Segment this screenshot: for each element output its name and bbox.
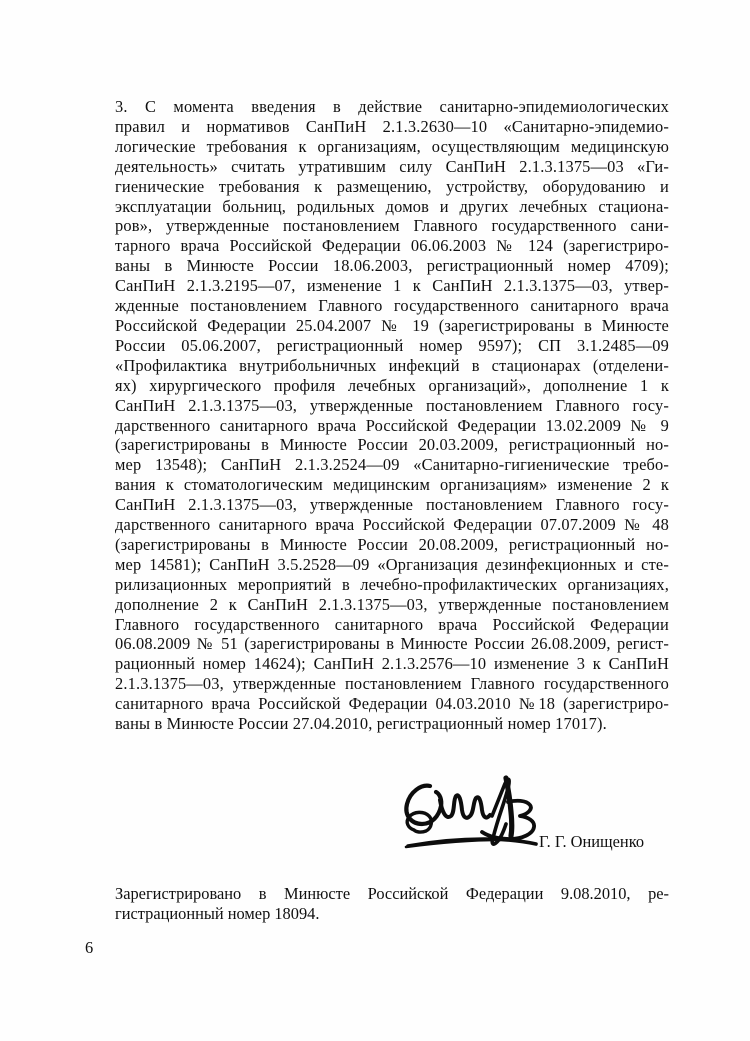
signature-block [396,772,686,868]
registration-text [85,884,669,924]
registration-paragraph [85,884,669,924]
text-line: СанПиН 2.1.3.1375—03, утвержденные постановлением Главного госу- [115,395,669,415]
text-line: Зарегистрировано в Минюсте Российской Федерации 9.08.2010, ре- [115,884,669,903]
text-line: санитарного врача Российской Федерации 04.03.2010 №18 (зарегистриро- [115,694,669,714]
text-line: «Профилактика внутрибольничных инфекций в стационарах (отделени- [115,355,669,375]
text-line: мер 13548); СанПиН 2.1.3.2524—09 «Санитарно-гигиенические требо- [115,455,669,475]
text-line: правил и нормативов СанПиН 2.1.3.2630—10 «Санитарно-эпидемио- [115,116,669,136]
clause-3-text [85,97,669,734]
text-line: рационный номер 14624); СанПиН 2.1.3.2576—10 изменение 3 к СанПиН [115,654,669,674]
text-line: СанПиН 2.1.3.2195—07, изменение 1 к СанПиН 2.1.3.1375—03, утвер- [115,276,669,296]
text-line: России 05.06.2007, регистрационный номер 9597); СП 3.1.2485—09 [115,335,669,355]
text-line: ров», утвержденные постановлением Главного государственного сани- [115,216,669,236]
text-line: (зарегистрированы в Минюсте России 20.08.2009, регистрационный но- [115,534,669,554]
page-number: 6 [85,938,94,957]
text-line: 2.1.3.1375—03, утвержденные постановлением Главного государственного [115,674,669,694]
text-line: вания к стоматологическим медицинским организациям» изменение 2 к [115,475,669,495]
text-line: ях) хирургического профиля лечебных организаций», дополнение 1 к [115,375,669,395]
text-line: дарственного санитарного врача Российской Федерации 13.02.2009 № 9 [115,415,669,435]
text-line: Главного государственного санитарного врача Российской Федерации [115,614,669,634]
text-line: тарного врача Российской Федерации 06.06.2003 № 124 (зарегистриро- [115,236,669,256]
text-line: дополнение 2 к СанПиН 2.1.3.1375—03, утвержденные постановлением [115,594,669,614]
text-line: 06.08.2009 № 51 (зарегистрированы в Минюсте России 26.08.2009, регист- [115,634,669,654]
text-line: логические требования к организациям, осуществляющим медицинскую [115,136,669,156]
signatory-name: Г. Г. Онищенко [539,832,645,851]
text-line: деятельность» считать утратившим силу СанПиН 2.1.3.1375—03 «Ги- [115,156,669,176]
text-line: 3. С момента введения в действие санитарно-эпидемиологических [115,97,669,116]
text-line: СанПиН 2.1.3.1375—03, утвержденные постановлением Главного госу- [115,495,669,515]
handwritten-signature-icon [396,772,556,852]
text-line: гистрационный номер 18094. [115,903,320,923]
clause-3-paragraph [85,97,669,734]
text-line: ваны в Минюсте России 18.06.2003, регистрационный номер 4709); [115,256,669,276]
text-line: эксплуатации больниц, родильных домов и других лечебных стациона- [115,196,669,216]
text-line: гиенические требования к размещению, устройству, оборудованию и [115,176,669,196]
text-line: мер 14581); СанПиН 3.5.2528—09 «Организация дезинфекционных и сте- [115,554,669,574]
text-line: дарственного санитарного врача Российской Федерации 07.07.2009 № 48 [115,515,669,535]
text-line: жденные постановлением Главного государственного санитарного врача [115,296,669,316]
text-line: Российской Федерации 25.04.2007 № 19 (зарегистрированы в Минюсте [115,315,669,335]
text-line: ваны в Минюсте России 27.04.2010, регистрационный номер 17017). [115,714,607,734]
text-line: (зарегистрированы в Минюсте России 20.03.2009, регистрационный но- [115,435,669,455]
text-line: рилизационных мероприятий в лечебно-профилактических организациях, [115,574,669,594]
